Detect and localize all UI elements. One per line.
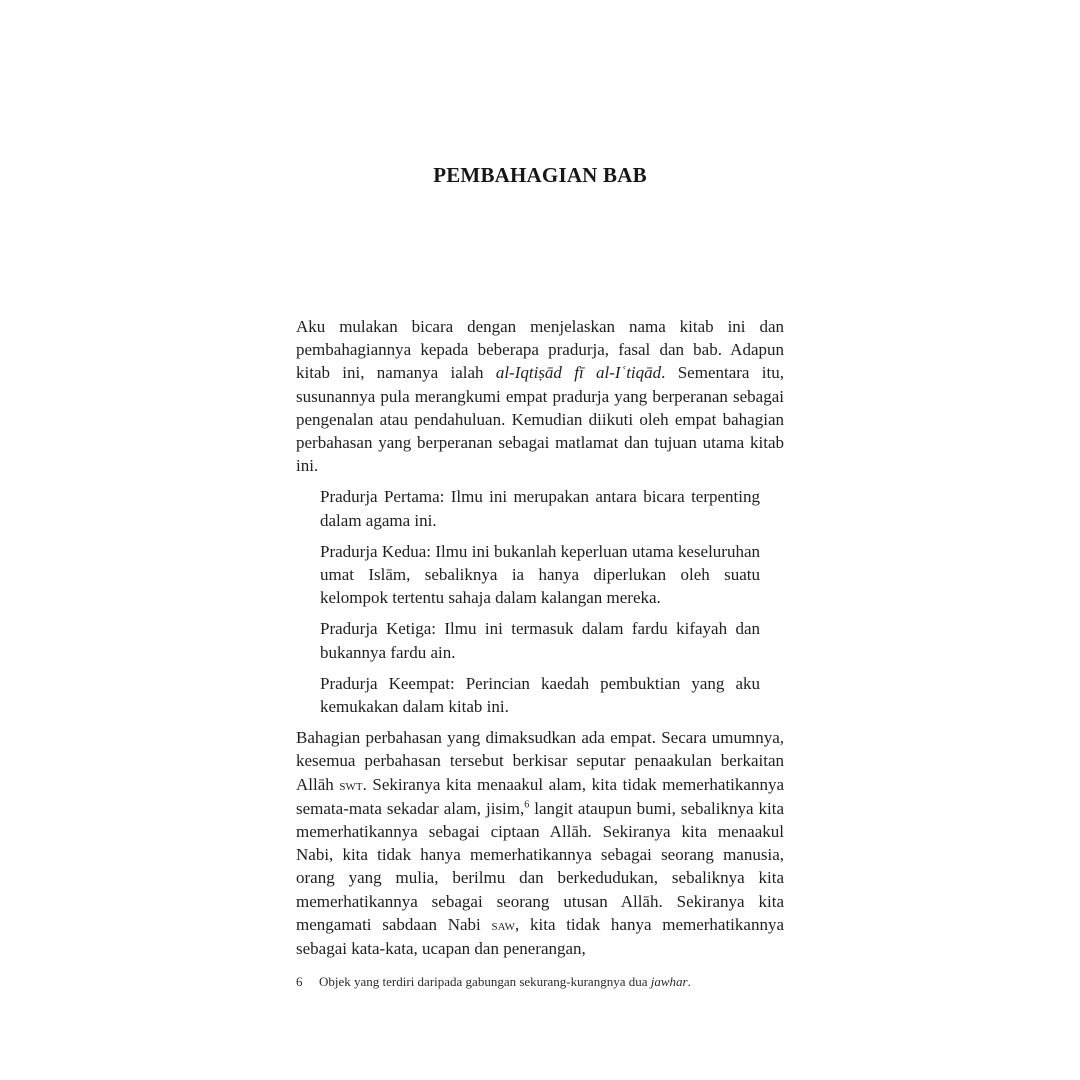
- closing-text-1: Bahagian perbahasan yang dimaksudkan ada empat. Secara umumnya, kesemua perbahasan tersebut berkisar seputar penaakulan berkaitan Allāh: [296, 728, 784, 794]
- body-text: [296, 315, 784, 960]
- closing-text-3: langit ataupun bumi, sebaliknya kita memerhatikannya sebagai ciptaan Allāh. Sekiranya kita menaakul Nabi, kita tidak hanya memerhatikannya sebagai seorang manusia, orang yang mulia, berilmu dan berkedudukan, sebaliknya kita memerhatikannya sebagai seorang utusan Allāh. Sekiranya kita mengamati sabdaan Nabi: [296, 798, 784, 934]
- closing-text-2: . Sekiranya kita menaakul alam, kita tidak memerhatikannya semata-mata sekadar alam, jisim,: [296, 774, 784, 818]
- footnote-reference: 6: [524, 799, 530, 811]
- intro-text-1: Aku mulakan bicara dengan menjelaskan nama kitab ini dan pembahagiannya kepada beberapa pradurja, fasal dan bab. Adapun kitab ini, namanya ialah: [296, 317, 784, 383]
- intro-paragraph: [296, 315, 784, 477]
- footnote-italic-term: jawhar: [650, 974, 688, 989]
- intro-text-2: . Sementara itu, susunannya pula merangkumi empat pradurja yang berperanan sebagai pengenalan atau pendahuluan. Kemudian diikuti oleh empat bahagian perbahasan yang berperanan sebagai matlamat dan tujuan utama kitab ini.: [296, 363, 784, 476]
- footnote: [296, 973, 796, 990]
- footnote-number: 6: [296, 974, 303, 989]
- saw-abbreviation: saw: [491, 916, 516, 934]
- swt-abbreviation: swt: [339, 776, 363, 794]
- section-item-3: Pradurja Ketiga: Ilmu ini termasuk dalam fardu kifayah dan bukannya fardu ain.: [320, 619, 760, 662]
- book-title: al-Iqtiṣād fī al-Iʿtiqād: [495, 363, 662, 383]
- closing-text-4: , kita tidak hanya memerhatikannya sebagai kata-kata, ucapan dan penerangan,: [296, 914, 785, 959]
- footnote-end: .: [687, 974, 691, 989]
- page-title: PEMBAHAGIAN BAB: [433, 163, 647, 187]
- footnote-text: Objek yang terdiri daripada gabungan sekurang-kurangnya dua: [319, 974, 651, 989]
- section-item-4: Pradurja Keempat: Perincian kaedah pembuktian yang aku kemukakan dalam kitab ini.: [320, 673, 760, 717]
- closing-paragraph: [296, 726, 784, 960]
- section-item-1: Pradurja Pertama: Ilmu ini merupakan antara bicara terpenting dalam agama ini.: [320, 487, 760, 530]
- section-item-2: Pradurja Kedua: Ilmu ini bukanlah keperluan utama keseluruhan umat Islām, sebaliknya ia hanya diperlukan oleh suatu kelompok tertentu sahaja dalam kalangan mereka.: [320, 541, 760, 608]
